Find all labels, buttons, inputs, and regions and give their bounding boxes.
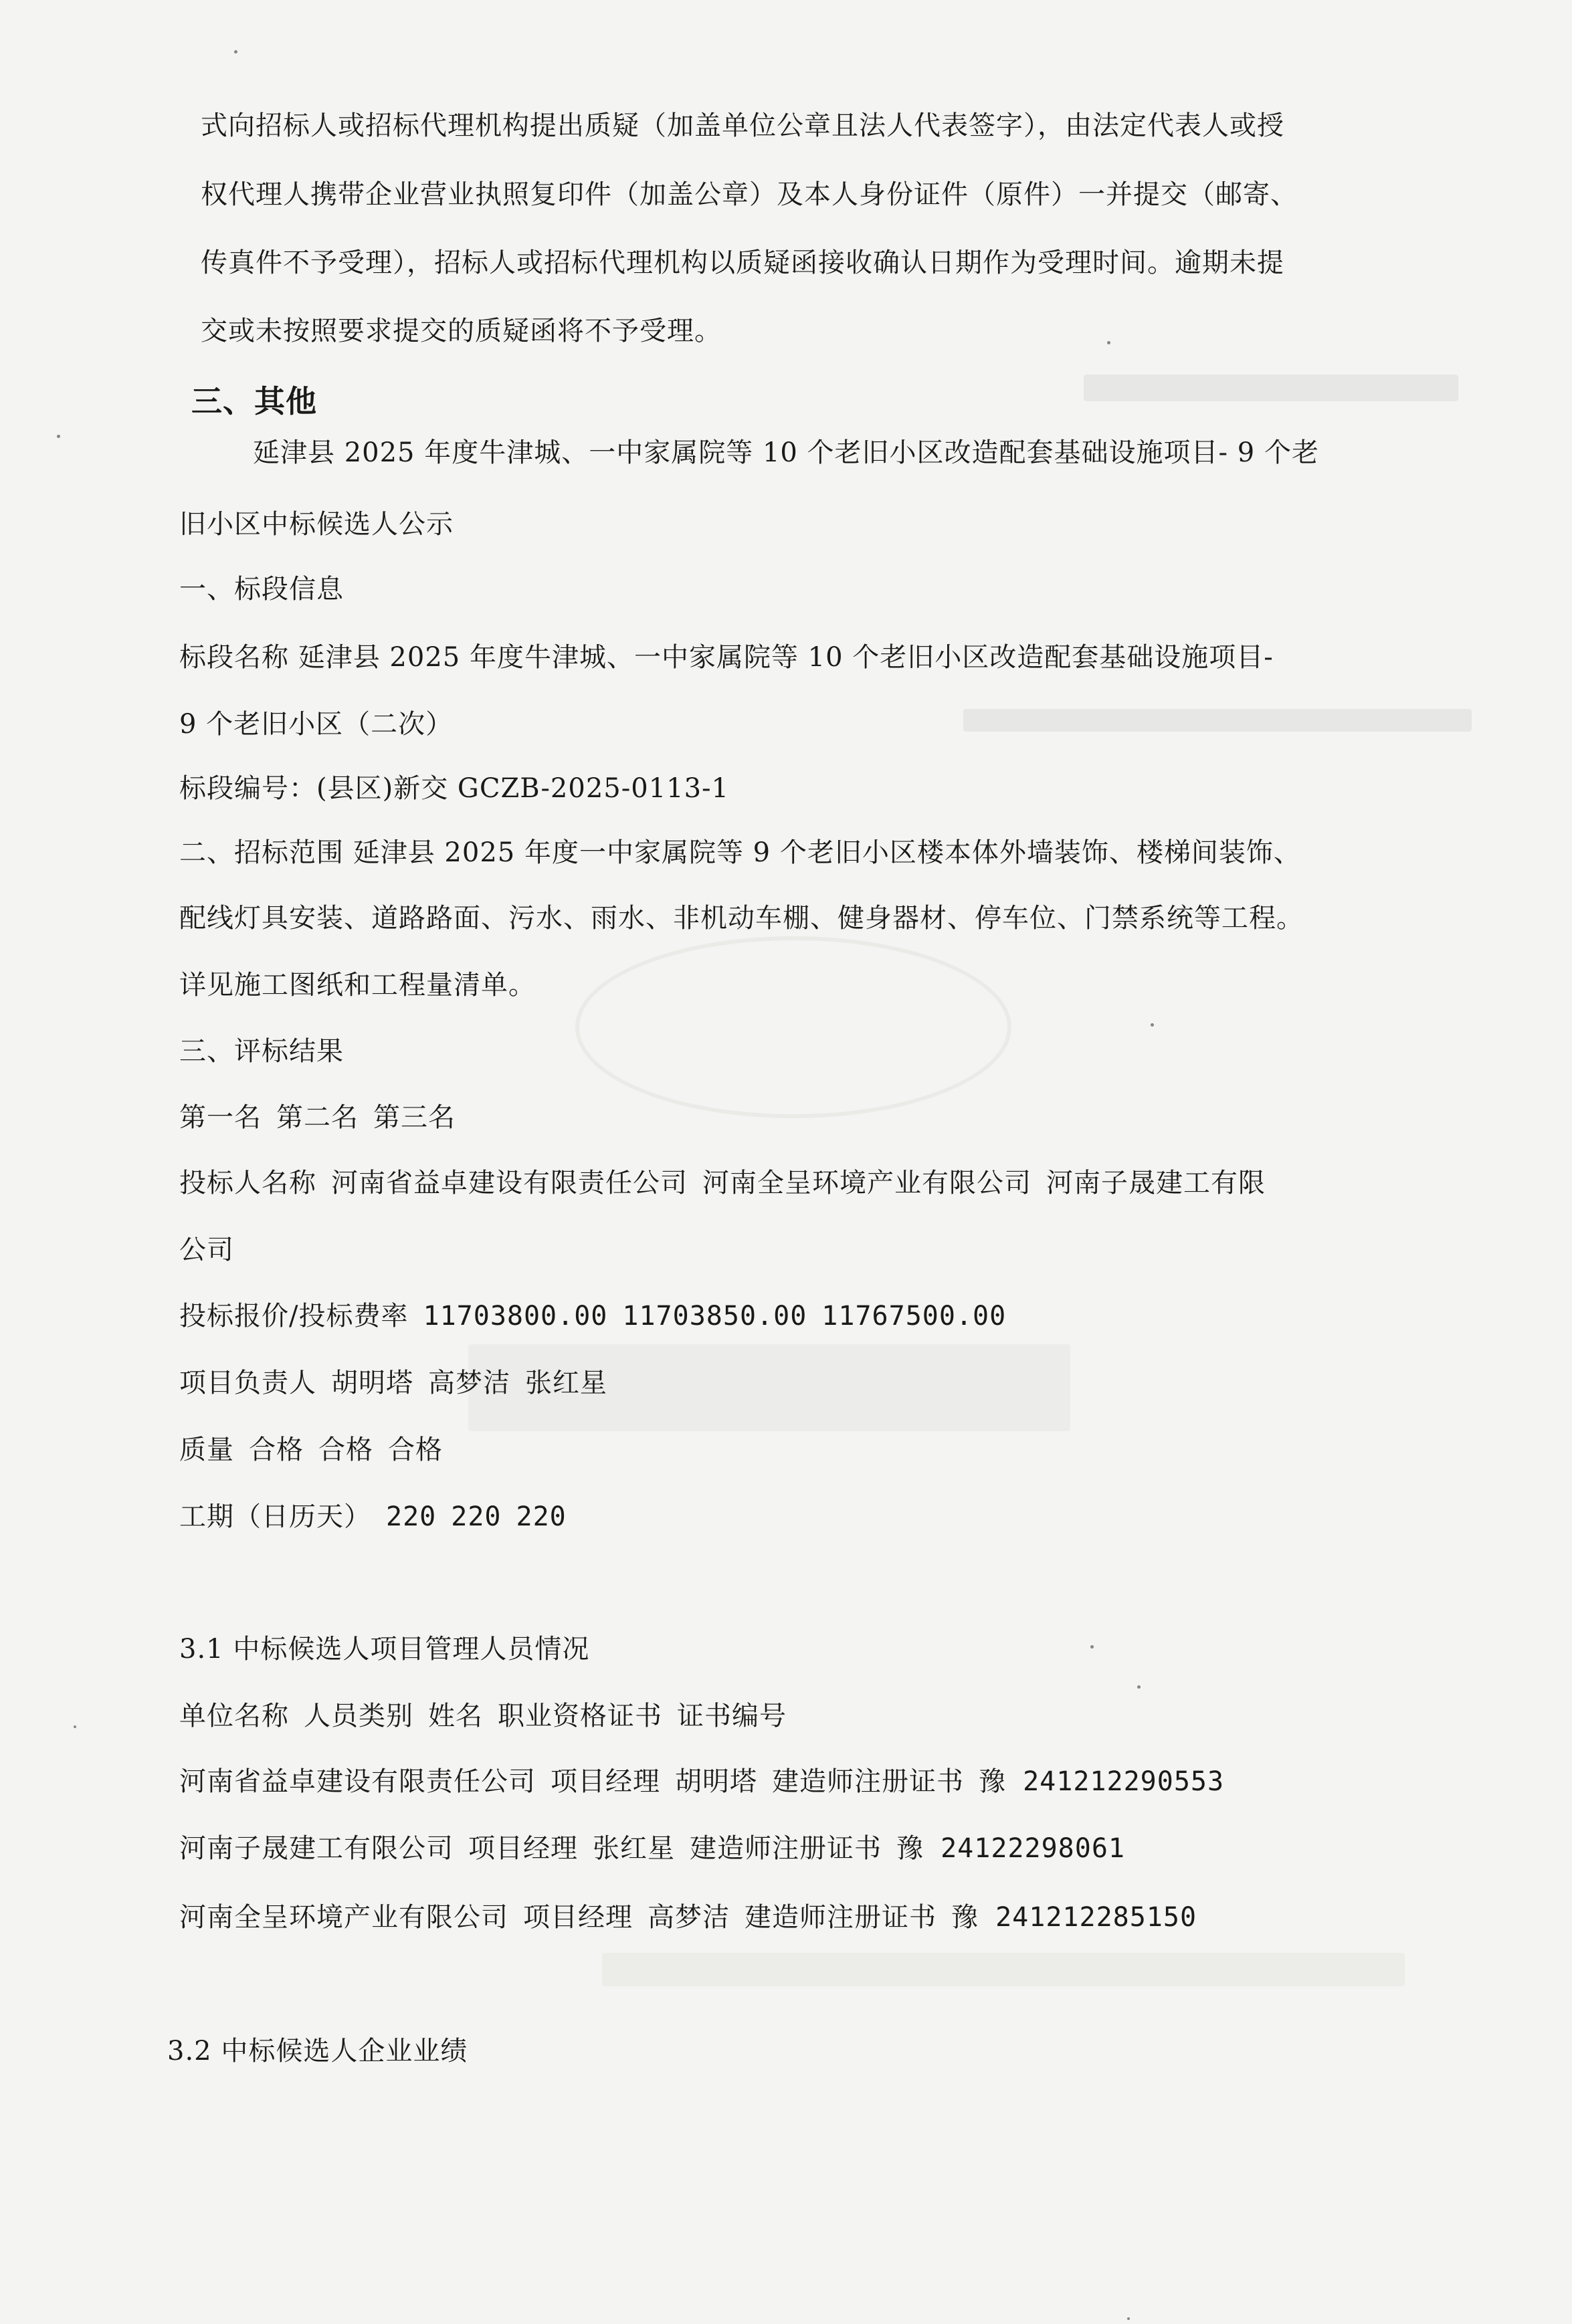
scan-speck (1151, 1023, 1154, 1027)
scan-speck (1090, 1645, 1094, 1649)
staff-cert-no: 豫 241212285150 (951, 1902, 1197, 1933)
staff-name: 张红星 (593, 1833, 675, 1864)
scan-speck (1107, 341, 1110, 344)
lot-info-heading: 一、标段信息 (179, 574, 344, 605)
scan-speck (1137, 1685, 1141, 1689)
scope-line-3: 详见施工图纸和工程量清单。 (179, 970, 536, 1000)
show-through-text (963, 709, 1472, 732)
quality-label: 质量 (179, 1435, 234, 1465)
continuation-line-2: 权代理人携带企业营业执照复印件（加盖公章）及本人身份证件（原件）一并提交（邮寄、 (201, 179, 1298, 210)
bidder-third: 河南子晟建工有限 (1046, 1168, 1266, 1198)
price-first: 11703800.00 (423, 1301, 608, 1332)
manager-second: 高梦洁 (428, 1368, 510, 1398)
staff-col-name: 姓名 (428, 1701, 483, 1731)
quality-row (179, 1434, 443, 1466)
notice-title-line-2: 旧小区中标候选人公示 (179, 509, 454, 540)
manager-first: 胡明塔 (331, 1368, 413, 1398)
prices-row (179, 1300, 1006, 1332)
staff-col-unit: 单位名称 (179, 1701, 289, 1731)
scan-speck (57, 435, 60, 438)
performance-heading: 3.2 中标候选人企业业绩 (167, 2036, 468, 2067)
staff-col-category: 人员类别 (304, 1701, 413, 1731)
section-heading-other: 三、其他 (191, 383, 317, 419)
manager-third: 张红星 (525, 1368, 607, 1398)
lot-number: 标段编号：(县区)新交 GCZB-2025-0113-1 (179, 773, 730, 804)
scope-line-2: 配线灯具安装、道路路面、污水、雨水、非机动车棚、健身器材、停车位、门禁系统等工程。 (179, 903, 1304, 934)
staff-heading: 3.1 中标候选人项目管理人员情况 (179, 1634, 590, 1665)
results-heading: 三、评标结果 (179, 1036, 344, 1067)
staff-row (179, 1901, 1197, 1933)
price-third: 11767500.00 (821, 1301, 1007, 1332)
staff-unit: 河南省益卓建设有限责任公司 (179, 1766, 536, 1797)
scope-line-1: 二、招标范围 延津县 2025 年度一中家属院等 9 个老旧小区楼本体外墙装饰、楼梯间装饰、 (179, 837, 1301, 868)
period-label: 工期（日历天） (179, 1501, 371, 1532)
staff-header-row (179, 1700, 787, 1732)
staff-category: 项目经理 (523, 1902, 633, 1933)
ranks-row (179, 1101, 456, 1134)
staff-cert-no: 豫 24122298061 (896, 1833, 1125, 1864)
bidders-row-wrap: 公司 (179, 1235, 234, 1265)
scan-speck (234, 50, 237, 54)
quality-third: 合格 (388, 1435, 443, 1465)
bidders-row (179, 1167, 1266, 1199)
staff-cert-no: 豫 241212290553 (979, 1766, 1225, 1797)
scan-speck (1127, 2317, 1130, 2320)
staff-col-cert-no: 证书编号 (677, 1701, 787, 1731)
staff-unit: 河南子晟建工有限公司 (179, 1833, 454, 1864)
show-through-text (1084, 375, 1458, 401)
staff-name: 高梦洁 (648, 1902, 730, 1933)
bidder-first: 河南省益卓建设有限责任公司 (331, 1168, 688, 1198)
rank-second: 第二名 (276, 1102, 359, 1133)
staff-qualification: 建造师注册证书 (772, 1766, 964, 1797)
continuation-line-3: 传真件不予受理），招标人或招标代理机构以质疑函接收确认日期作为受理时间。逾期未提 (201, 247, 1284, 278)
quality-first: 合格 (249, 1435, 304, 1465)
staff-col-qualification: 职业资格证书 (498, 1701, 662, 1731)
continuation-line-1: 式向招标人或招标代理机构提出质疑（加盖单位公章且法人代表签字），由法定代表人或授 (201, 110, 1284, 141)
bidder-second: 河南全呈环境产业有限公司 (702, 1168, 1031, 1198)
staff-category: 项目经理 (551, 1766, 660, 1797)
continuation-line-4: 交或未按照要求提交的质疑函将不予受理。 (201, 316, 722, 346)
rank-third: 第三名 (373, 1102, 456, 1133)
show-through-seal (575, 936, 1011, 1118)
staff-qualification: 建造师注册证书 (690, 1833, 882, 1864)
quality-second: 合格 (318, 1435, 373, 1465)
managers-row (179, 1367, 607, 1399)
period-row (179, 1501, 567, 1533)
rank-first: 第一名 (179, 1102, 262, 1133)
period-third: 220 (516, 1501, 567, 1532)
period-first: 220 (386, 1501, 437, 1532)
staff-row (179, 1832, 1125, 1865)
staff-unit: 河南全呈环境产业有限公司 (179, 1902, 508, 1933)
notice-title-line-1: 延津县 2025 年度牛津城、一中家属院等 10 个老旧小区改造配套基础设施项目- 9 个老 (253, 437, 1319, 468)
scan-speck (74, 1725, 76, 1728)
staff-category: 项目经理 (468, 1833, 578, 1864)
lot-name-line-2: 9 个老旧小区（二次） (179, 709, 454, 740)
bidder-label: 投标人名称 (179, 1168, 316, 1198)
price-second: 11703850.00 (622, 1301, 807, 1332)
show-through-text (602, 1953, 1405, 1986)
lot-name-line-1: 标段名称 延津县 2025 年度牛津城、一中家属院等 10 个老旧小区改造配套基础设施项目- (179, 642, 1274, 673)
price-label: 投标报价/投标费率 (179, 1301, 409, 1332)
staff-row (179, 1766, 1224, 1798)
staff-name: 胡明塔 (675, 1766, 757, 1797)
manager-label: 项目负责人 (179, 1368, 316, 1398)
period-second: 220 (451, 1501, 502, 1532)
staff-qualification: 建造师注册证书 (745, 1902, 937, 1933)
